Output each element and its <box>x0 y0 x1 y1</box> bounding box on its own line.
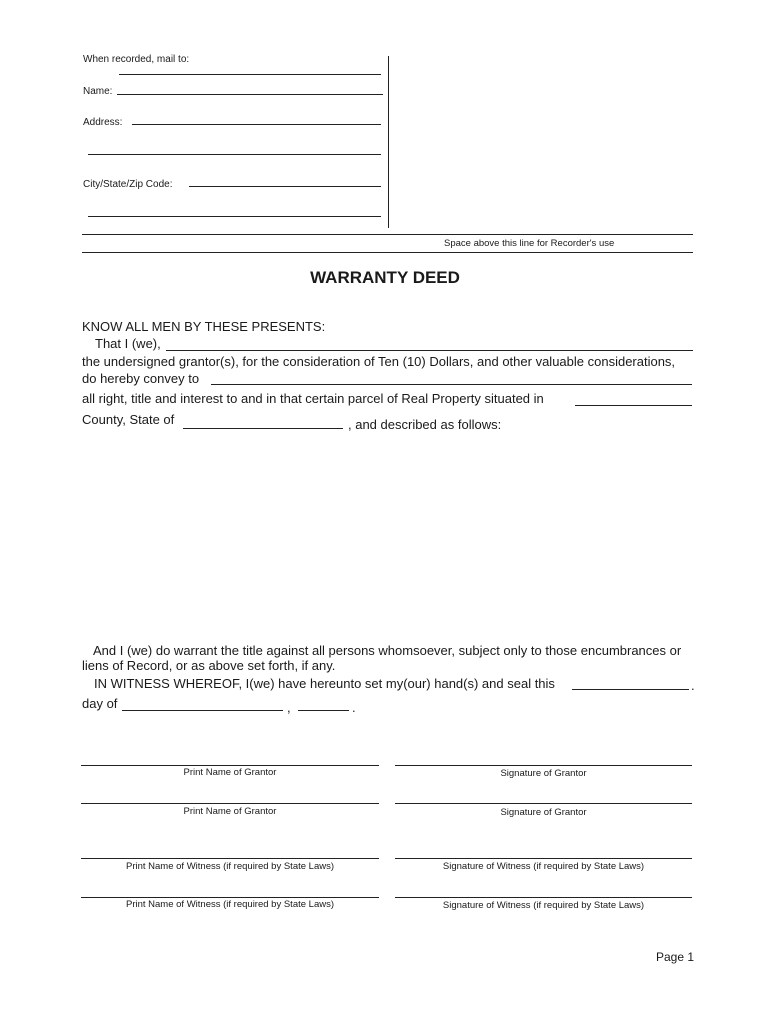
sign-witness-line-2[interactable] <box>395 897 692 898</box>
name-label: Name: <box>83 86 113 97</box>
print-grantor-line-1[interactable] <box>81 765 379 766</box>
print-grantor-line-2[interactable] <box>81 803 379 804</box>
mail-to-line[interactable] <box>119 74 381 75</box>
convey-to-text: do hereby convey to <box>82 371 200 386</box>
sign-grantor-caption-1: Signature of Grantor <box>500 768 587 779</box>
warrant-text-1: And I (we) do warrant the title against all persons whomsoever, subject only to those encumbrances or <box>93 643 682 658</box>
address-label: Address: <box>83 117 123 128</box>
recorder-note: Space above this line for Recorder's use <box>444 238 615 249</box>
recorder-top-rule <box>82 234 693 235</box>
know-all-men: KNOW ALL MEN BY THESE PRESENTS: <box>82 319 326 334</box>
city-state-zip-line-2[interactable] <box>88 216 381 217</box>
print-grantor-caption-2: Print Name of Grantor <box>183 806 277 817</box>
sign-witness-caption-1: Signature of Witness (if required by State Laws) <box>442 861 645 872</box>
sign-grantor-line-1[interactable] <box>395 765 692 766</box>
print-witness-line-1[interactable] <box>81 858 379 859</box>
print-witness-caption-1: Print Name of Witness (if required by State Laws) <box>125 861 335 872</box>
name-line[interactable] <box>117 94 383 95</box>
that-i-we: That I (we), <box>95 336 161 351</box>
grantee-line[interactable] <box>211 384 692 385</box>
day-of-text: day of <box>82 696 118 711</box>
in-witness-text: IN WITNESS WHEREOF, I(we) have hereunto set my(our) hand(s) and seal this <box>94 676 555 691</box>
consideration-text: the undersigned grantor(s), for the consideration of Ten (10) Dollars, and other valuable considerations, <box>82 354 676 369</box>
county-line[interactable] <box>575 405 692 406</box>
address-line[interactable] <box>132 124 381 125</box>
state-line[interactable] <box>183 428 343 429</box>
year-period: . <box>352 700 356 715</box>
print-witness-caption-2: Print Name of Witness (if required by State Laws) <box>125 899 335 910</box>
real-property-text: all right, title and interest to and in that certain parcel of Real Property situated in <box>82 391 544 406</box>
sign-grantor-caption-2: Signature of Grantor <box>500 807 587 818</box>
witness-day-line[interactable] <box>572 689 689 690</box>
page-number: Page 1 <box>656 950 695 964</box>
described-text: , and described as follows: <box>348 417 502 432</box>
day-comma: , <box>287 700 291 715</box>
print-witness-line-2[interactable] <box>81 897 379 898</box>
recorder-box-divider <box>388 56 389 228</box>
print-grantor-caption-1: Print Name of Grantor <box>183 767 277 778</box>
witness-period: . <box>691 678 695 693</box>
city-state-zip-line[interactable] <box>189 186 381 187</box>
sign-witness-line-1[interactable] <box>395 858 692 859</box>
month-line[interactable] <box>122 710 283 711</box>
sign-grantor-line-2[interactable] <box>395 803 692 804</box>
recorder-bottom-rule <box>82 252 693 253</box>
year-line[interactable] <box>298 710 349 711</box>
city-state-zip-label: City/State/Zip Code: <box>83 179 173 190</box>
mail-to-label: When recorded, mail to: <box>83 54 190 65</box>
warrant-text-2: liens of Record, or as above set forth, if any. <box>82 658 336 673</box>
address-line-2[interactable] <box>88 154 381 155</box>
grantor-name-line[interactable] <box>166 350 693 351</box>
county-state-text: County, State of <box>82 412 175 427</box>
document-title: WARRANTY DEED <box>310 268 460 287</box>
sign-witness-caption-2: Signature of Witness (if required by State Laws) <box>442 900 645 911</box>
